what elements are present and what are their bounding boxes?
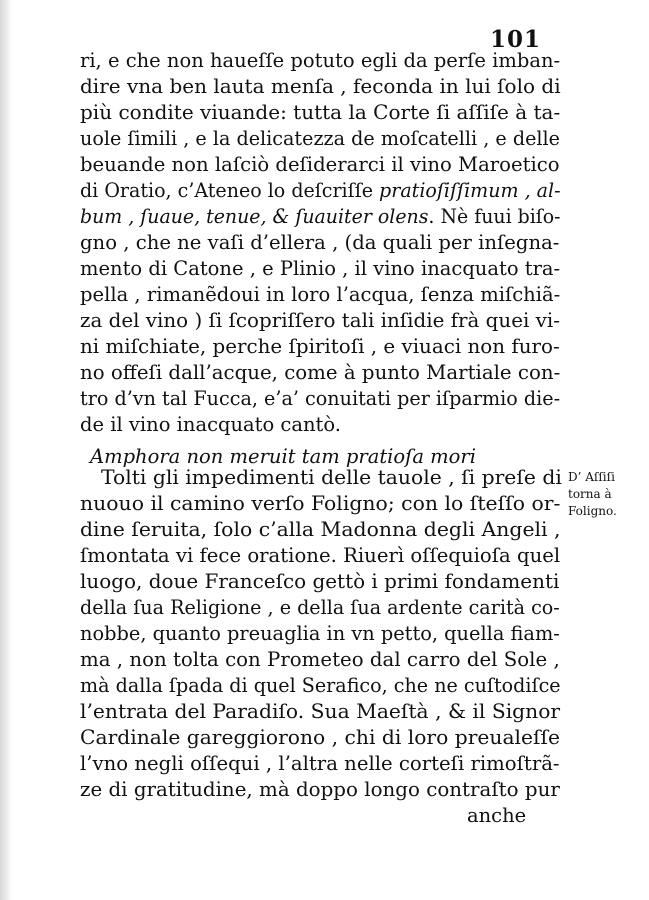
text-line: de il vino inacquato cantò.	[80, 413, 341, 436]
text-line: nuouo il camino verſo Foligno; con lo ſteſſo or-	[80, 492, 561, 515]
margin-note-line: torna à	[568, 487, 612, 501]
text-line	[80, 204, 561, 230]
text-line: ni miſchiate, perche ſpiritoſi , e viuaci non furo-	[80, 335, 560, 358]
text-segment: di Oratio, c’Ateneo lo deſcriſſe	[80, 179, 380, 202]
text-line: uole ſimili , e la delicatezza de moſcatelli , e delle	[80, 127, 560, 150]
text-line: no offeſi dall’acque, come à punto Martiale con-	[80, 361, 561, 384]
text-line: nobbe, quanto preuaglia in vn petto, quella fiam-	[80, 622, 560, 645]
text-line: Cardinale gareggiorono , chi di loro preualeſſe	[80, 726, 560, 749]
text-line: tro d’vn tal Fucca, e’a’ conuitati per iſparmio die-	[80, 387, 561, 410]
text-line: l’vno negli oſſequi , l’altra nelle corteſi rimoſtrã-	[80, 752, 560, 775]
text-line: dire vna ben lauta menſa , feconda in lui ſolo di	[80, 75, 561, 98]
text-line: mento di Catone , e Plinio , il vino inacquato tra-	[80, 257, 561, 280]
page-left-edge	[0, 0, 12, 900]
text-line: beuande non laſciò deſiderarci il vino Maroetico	[80, 153, 560, 176]
page-number: 101	[490, 26, 542, 53]
text-line: l’entrata del Paradiſo. Sua Maeſtà , & il Signor	[80, 700, 561, 723]
margin-note-line: D’ Aſſiſi	[568, 470, 615, 484]
text-line: ze di gratitudine, mà doppo longo contraſto pur	[80, 778, 560, 801]
text-line: za del vino ) ſi ſcopriſſero tali inſidie frà quei vi-	[80, 309, 560, 332]
margin-note-line: Foligno.	[568, 504, 617, 518]
catchword: anche	[467, 804, 527, 827]
text-line: mà dalla ſpada di quel Serafico, che ne cuſtodiſce	[80, 674, 561, 697]
italic-phrase: bum , ſuaue, tenue, & ſuauiter olens	[80, 205, 429, 228]
italic-phrase: pratioſiſſimum , al-	[379, 179, 561, 202]
text-line	[80, 178, 561, 204]
text-line: luogo, doue Franceſco gettò i primi fondamenti	[80, 570, 560, 593]
text-line: pella , rimanẽdoui in loro l’acqua, ſenza miſchiã-	[80, 283, 561, 306]
text-line: ſmontata vi fece oratione. Riuerì oſſequioſa quel	[80, 544, 561, 567]
text-line: dine ſeruita, ſolo c’alla Madonna degli Angeli ,	[80, 518, 561, 541]
text-line: ma , non tolta con Prometeo dal carro del Sole ,	[80, 648, 560, 671]
text-line: più condite viuande: tutta la Corte ſi aſſiſe à ta-	[80, 101, 561, 124]
text-line: ri, e che non haueſſe potuto egli da perſe imban-	[80, 49, 561, 72]
text-line: della ſua Religione , e della ſua ardente carità co-	[80, 596, 560, 619]
text-line: Tolti gli impedimenti delle tauole , ſi preſe di	[101, 466, 562, 489]
quote-line: Amphora non meruit tam pratioſa mori	[90, 445, 476, 468]
text-line: gno , che ne vaſi d’ellera , (da quali per inſegna-	[80, 231, 560, 254]
text-segment: . Nè fuui biſo-	[428, 205, 561, 228]
